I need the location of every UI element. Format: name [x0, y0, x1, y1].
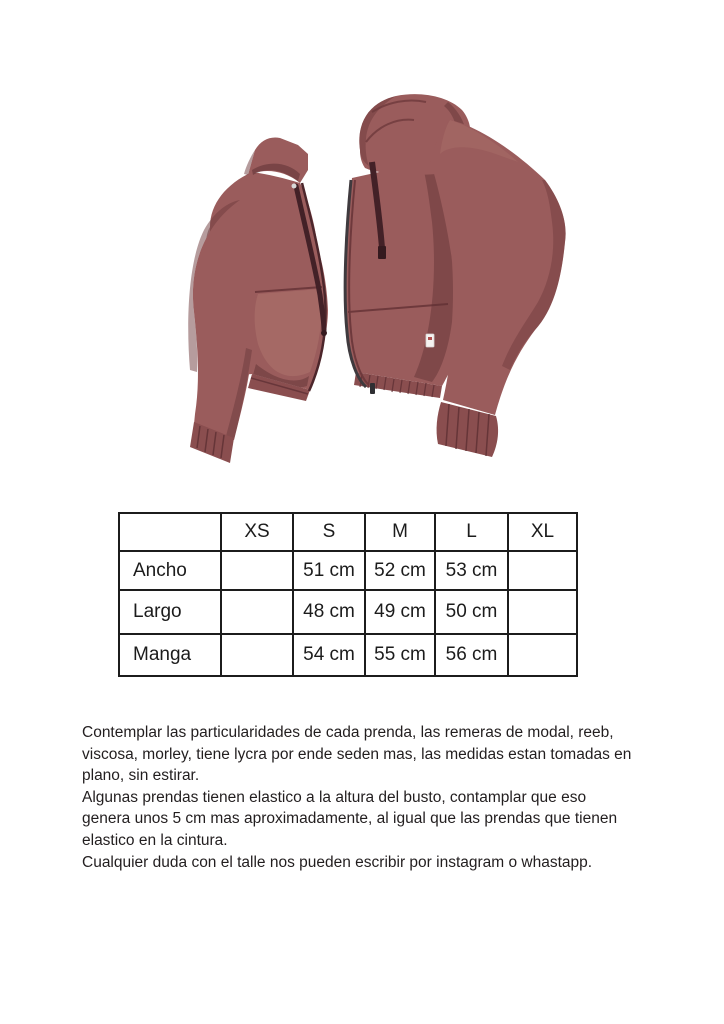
jackets-illustration — [148, 82, 580, 488]
size-column-header-s: S — [293, 513, 365, 551]
measure-row-label: Ancho — [119, 551, 221, 590]
size-value-cell — [508, 590, 577, 634]
table-row-largo — [119, 590, 577, 634]
garment-tag — [426, 334, 434, 347]
table-row-ancho — [119, 551, 577, 590]
size-table — [118, 512, 578, 677]
size-value-cell — [508, 634, 577, 676]
size-column-header-xl: XL — [508, 513, 577, 551]
notes-line: elastico en la cintura. — [82, 831, 228, 849]
notes-line: genera unos 5 cm mas aproximadamente, al igual que las prendas que tienen — [82, 810, 618, 828]
notes-line: viscosa, morley, tiene lycra por ende seden mas, las medidas estan tomadas en — [82, 745, 632, 763]
jacket-front-view-photo — [344, 94, 566, 457]
size-value-cell — [508, 551, 577, 590]
size-column-header-m: M — [365, 513, 435, 551]
notes-line: Cualquier duda con el talle nos pueden escribir por instagram o whastapp. — [82, 853, 593, 871]
size-value-cell: 50 cm — [435, 590, 508, 634]
size-value-cell — [221, 634, 293, 676]
product-photo — [148, 82, 580, 488]
table-row-manga — [119, 634, 577, 676]
size-column-header-xs: XS — [221, 513, 293, 551]
size-value-cell: 49 cm — [365, 590, 435, 634]
notes-line: Contemplar las particularidades de cada prenda, las remeras de modal, reeb, — [82, 724, 614, 741]
size-column-header-l: L — [435, 513, 508, 551]
size-value-cell — [221, 551, 293, 590]
table-header-row — [119, 513, 577, 551]
jacket-side-view-photo — [188, 138, 328, 464]
corner-cell — [119, 513, 221, 551]
size-value-cell: 56 cm — [435, 634, 508, 676]
notes-line: plano, sin estirar. — [82, 767, 200, 785]
size-value-cell — [221, 590, 293, 634]
measurement-notes — [82, 722, 672, 873]
size-value-cell: 54 cm — [293, 634, 365, 676]
measure-row-label: Manga — [119, 634, 221, 676]
size-value-cell: 52 cm — [365, 551, 435, 590]
size-value-cell: 55 cm — [365, 634, 435, 676]
size-value-cell: 51 cm — [293, 551, 365, 590]
size-value-cell: 53 cm — [435, 551, 508, 590]
measure-row-label: Largo — [119, 590, 221, 634]
size-value-cell: 48 cm — [293, 590, 365, 634]
notes-line: Algunas prendas tienen elastico a la altura del busto, contamplar que eso — [82, 788, 587, 806]
